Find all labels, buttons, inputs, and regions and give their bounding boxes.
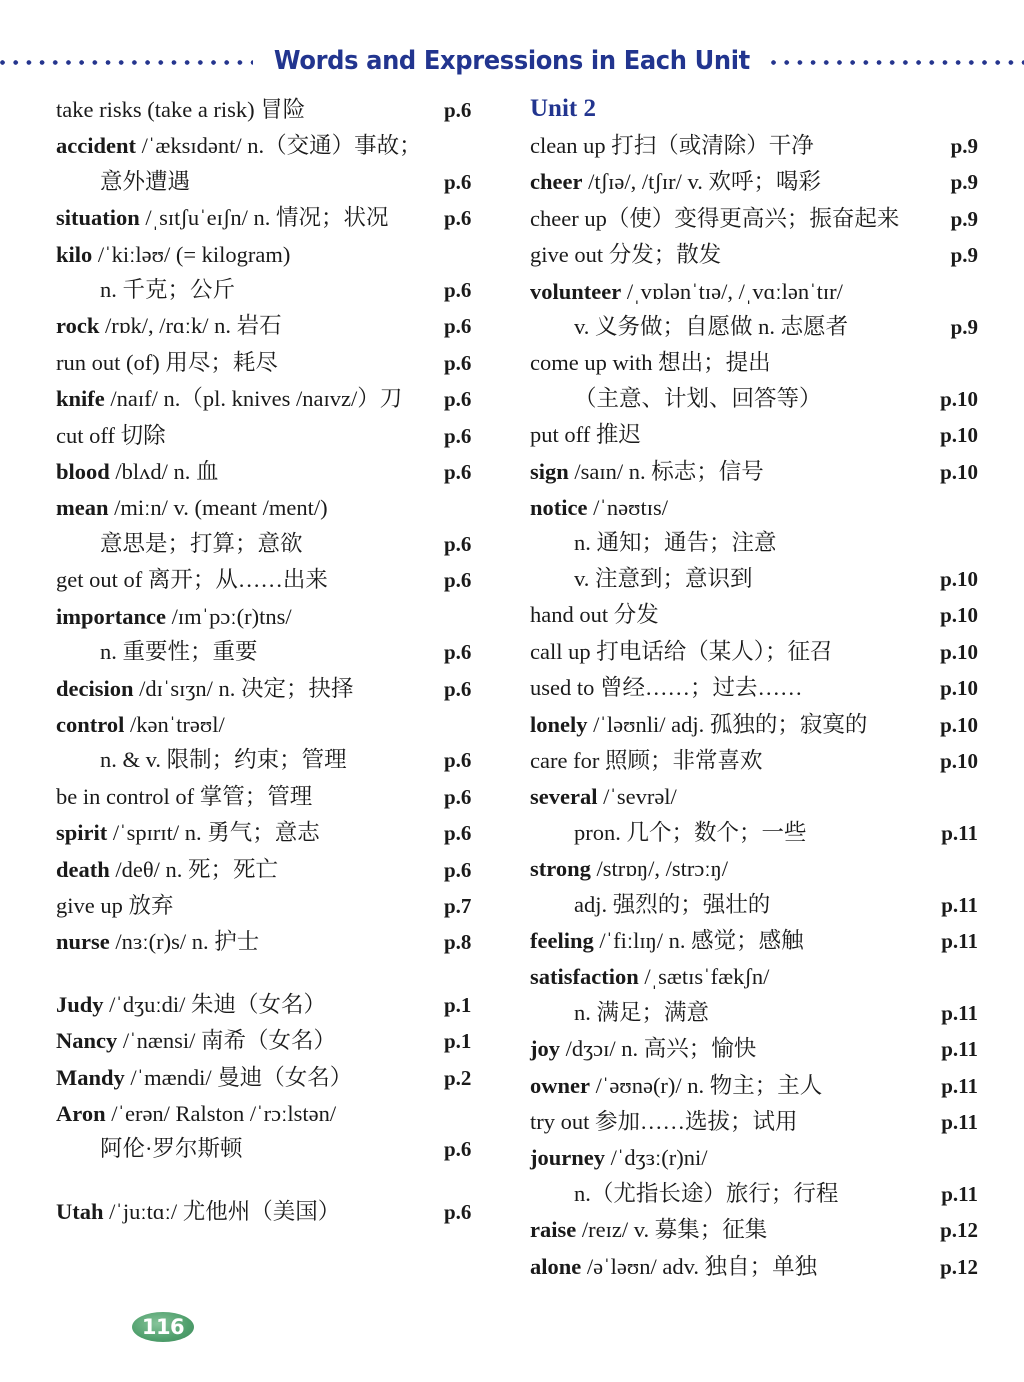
entry-text: strong /strɒŋ/, /strɔːŋ/ bbox=[530, 856, 728, 882]
entry-page-reference: p.6 bbox=[444, 748, 472, 773]
entry-page-reference: p.11 bbox=[941, 1037, 978, 1062]
entry-text: journey /ˈdʒɜː(r)ni/ bbox=[530, 1145, 708, 1171]
vocabulary-entry bbox=[530, 490, 978, 525]
entry-text: used to 曾经……；过去…… bbox=[530, 675, 803, 701]
vocabulary-entry bbox=[56, 92, 504, 128]
entry-text: volunteer /ˌvɒlənˈtɪə/, /ˌvɑːlənˈtɪr/ bbox=[530, 278, 843, 304]
vocabulary-entry bbox=[530, 381, 978, 417]
entry-page-reference: p.10 bbox=[940, 603, 978, 628]
vocabulary-entry bbox=[530, 1068, 978, 1104]
entry-page-reference: p.11 bbox=[941, 1000, 978, 1025]
vocabulary-entry bbox=[56, 308, 504, 344]
entry-page-reference: p.11 bbox=[941, 1181, 978, 1206]
headword: spirit bbox=[56, 820, 108, 846]
entry-text: rock /rɒk/, /rɑːk/ n. 岩石 bbox=[56, 313, 282, 339]
headword: alone bbox=[530, 1253, 582, 1279]
entry-page-reference: p.9 bbox=[950, 315, 978, 340]
headword: decision bbox=[56, 675, 134, 701]
entry-page-reference: p.12 bbox=[940, 1254, 978, 1279]
entry-text: v. 注意到；意识到 bbox=[574, 565, 753, 591]
vocabulary-entry bbox=[56, 128, 504, 163]
entry-text: owner /ˈəʊnə(r)/ n. 物主；主人 bbox=[530, 1072, 823, 1098]
vocabulary-entry bbox=[56, 526, 504, 562]
vocabulary-entry bbox=[56, 671, 504, 707]
entry-text: 阿伦·罗尔斯顿 bbox=[100, 1136, 243, 1162]
headword: lonely bbox=[530, 711, 588, 737]
page-number-badge bbox=[132, 1312, 194, 1342]
entry-page-reference: p.9 bbox=[950, 134, 978, 158]
headword: several bbox=[530, 784, 598, 810]
vocabulary-entry bbox=[56, 418, 504, 454]
header-dotted-rule-left bbox=[0, 60, 253, 65]
vocabulary-entry bbox=[56, 1023, 504, 1059]
entry-text: call up 打电话给（某人）；征召 bbox=[530, 638, 833, 664]
headword: Aron bbox=[56, 1100, 106, 1126]
entry-text: notice /ˈnəʊtɪs/ bbox=[530, 495, 668, 521]
entry-text: come up with 想出；提出 bbox=[530, 350, 771, 376]
entry-page-reference: p.11 bbox=[941, 1109, 978, 1134]
unit-heading: Unit 2 bbox=[530, 95, 596, 122]
entry-page-reference: p.10 bbox=[940, 386, 978, 411]
vocabulary-entry bbox=[530, 995, 978, 1031]
entry-text: decision /dɪˈsɪʒn/ n. 决定；抉择 bbox=[56, 675, 354, 701]
entry-text: several /ˈsevrəl/ bbox=[530, 784, 677, 810]
vocabulary-entry bbox=[530, 887, 978, 923]
vocabulary-entry bbox=[56, 779, 504, 815]
vocabulary-entry bbox=[530, 1176, 978, 1212]
entry-text: Aron /ˈerən/ Ralston /ˈrɔːlstən/ bbox=[56, 1100, 337, 1126]
headword: Nancy bbox=[56, 1028, 118, 1054]
headword: journey bbox=[530, 1145, 605, 1171]
entry-page-reference: p.8 bbox=[444, 930, 472, 955]
vocabulary-entry bbox=[530, 1140, 978, 1175]
vocabulary-entry bbox=[56, 852, 504, 888]
entry-page-reference: p.1 bbox=[444, 992, 472, 1017]
headword: nurse bbox=[56, 929, 110, 955]
headword: raise bbox=[530, 1217, 577, 1243]
entry-page-reference: p.2 bbox=[444, 1065, 472, 1090]
headword: strong bbox=[530, 856, 591, 882]
right-column bbox=[530, 92, 978, 1285]
headword: volunteer bbox=[530, 278, 622, 304]
headword: mean bbox=[56, 495, 109, 521]
vocabulary-entry bbox=[56, 1131, 504, 1167]
headword: owner bbox=[530, 1072, 590, 1098]
vocabulary-entry bbox=[530, 417, 978, 453]
page-header bbox=[0, 44, 1024, 78]
entry-text: satisfaction /ˌsætɪsˈfækʃn/ bbox=[530, 964, 770, 990]
entry-text: n. 重要性；重要 bbox=[100, 639, 258, 665]
entry-page-reference: p.9 bbox=[950, 206, 978, 231]
headword: situation bbox=[56, 205, 140, 231]
vocabulary-entry bbox=[56, 815, 504, 851]
entry-text: Mandy /ˈmændi/ 曼迪（女名） bbox=[56, 1064, 353, 1090]
entry-text: kilo /ˈkiːləʊ/ (= kilogram) bbox=[56, 241, 291, 267]
entry-text: Nancy /ˈnænsi/ 南希（女名） bbox=[56, 1028, 337, 1054]
entry-text: sign /saɪn/ n. 标志；信号 bbox=[530, 458, 764, 484]
headword: joy bbox=[530, 1036, 560, 1062]
entry-text: alone /əˈləʊn/ adv. 独自；单独 bbox=[530, 1253, 818, 1279]
entry-text: give up 放弃 bbox=[56, 892, 174, 918]
left-vocabulary-list bbox=[56, 92, 504, 961]
vocabulary-entry bbox=[56, 1194, 504, 1230]
vocabulary-entry bbox=[56, 200, 504, 236]
entry-text: n. 通知；通告；注意 bbox=[574, 530, 777, 556]
vocabulary-entry bbox=[530, 561, 978, 597]
entry-text: care for 照顾；非常喜欢 bbox=[530, 747, 763, 773]
entry-page-reference: p.11 bbox=[941, 928, 978, 953]
vocabulary-entry bbox=[56, 562, 504, 598]
entry-text: n. 千克；公斤 bbox=[100, 277, 236, 303]
page-title: Words and Expressions in Each Unit bbox=[274, 46, 750, 76]
entry-page-reference: p.6 bbox=[444, 169, 472, 194]
vocabulary-entry bbox=[530, 309, 978, 345]
vocabulary-entry bbox=[56, 490, 504, 525]
vocabulary-entry bbox=[530, 923, 978, 959]
entry-text: feeling /ˈfiːlɪŋ/ n. 感觉；感触 bbox=[530, 927, 804, 953]
entry-text: get out of 离开；从……出来 bbox=[56, 567, 328, 593]
entry-page-reference: p.6 bbox=[444, 387, 472, 412]
entry-page-reference: p.9 bbox=[950, 243, 978, 268]
entry-text: cheer /tʃɪə/, /tʃɪr/ v. 欢呼；喝彩 bbox=[530, 169, 821, 195]
headword: death bbox=[56, 856, 110, 882]
entry-text: nurse /nɜː(r)s/ n. 护士 bbox=[56, 929, 260, 955]
entry-page-reference: p.10 bbox=[940, 676, 978, 701]
left-proper-names-list bbox=[56, 987, 504, 1168]
left-list-gap-2 bbox=[56, 1168, 504, 1194]
entry-page-reference: p.11 bbox=[941, 892, 978, 917]
entry-text: n. 满足；满意 bbox=[574, 999, 710, 1025]
vocabulary-entry bbox=[56, 707, 504, 742]
headword: rock bbox=[56, 313, 100, 339]
header-dotted-rule-right bbox=[771, 60, 1024, 65]
vocabulary-entry bbox=[56, 1096, 504, 1131]
headword: accident bbox=[56, 133, 136, 159]
headword: sign bbox=[530, 458, 569, 484]
entry-page-reference: p.6 bbox=[444, 640, 472, 665]
entry-text: death /deθ/ n. 死；死亡 bbox=[56, 856, 279, 882]
headword: notice bbox=[530, 495, 588, 521]
vocabulary-entry bbox=[56, 237, 504, 272]
left-list-gap-1 bbox=[56, 961, 504, 987]
entry-page-reference: p.10 bbox=[940, 748, 978, 773]
headword: cheer bbox=[530, 169, 583, 195]
entry-page-reference: p.7 bbox=[444, 893, 472, 918]
entry-page-reference: p.6 bbox=[444, 98, 472, 122]
entry-text: put off 推迟 bbox=[530, 422, 641, 448]
entry-text: be in control of 掌管；管理 bbox=[56, 783, 313, 809]
entry-page-reference: p.1 bbox=[444, 1029, 472, 1054]
right-vocabulary-list bbox=[530, 128, 978, 1285]
vocabulary-entry bbox=[530, 345, 978, 380]
vocabulary-entry bbox=[56, 888, 504, 924]
entry-text: lonely /ˈləʊnli/ adj. 孤独的；寂寞的 bbox=[530, 711, 868, 737]
headword: kilo bbox=[56, 241, 93, 267]
entry-text: knife /naɪf/ n.（pl. knives /naɪvz/）刀 bbox=[56, 386, 403, 412]
entry-page-reference: p.11 bbox=[941, 820, 978, 845]
entry-text: pron. 几个；数个；一些 bbox=[574, 819, 807, 845]
entry-text: n. & v. 限制；约束；管理 bbox=[100, 747, 347, 773]
vocabulary-entry bbox=[530, 707, 978, 743]
entry-page-reference: p.6 bbox=[444, 857, 472, 882]
vocabulary-entry bbox=[56, 345, 504, 381]
entry-page-reference: p.6 bbox=[444, 314, 472, 339]
entry-text: cut off 切除 bbox=[56, 422, 166, 448]
headword: satisfaction bbox=[530, 964, 639, 990]
entry-page-reference: p.10 bbox=[940, 566, 978, 591]
entry-text: 意思是；打算；意欲 bbox=[100, 530, 303, 556]
vocabulary-entry bbox=[56, 742, 504, 778]
entry-page-reference: p.6 bbox=[444, 821, 472, 846]
entry-text: control /kənˈtrəʊl/ bbox=[56, 711, 225, 737]
vocabulary-entry bbox=[56, 381, 504, 417]
vocabulary-entry bbox=[530, 815, 978, 851]
entry-text: v. 义务做；自愿做 n. 志愿者 bbox=[574, 314, 849, 340]
page-number: 116 bbox=[141, 1315, 185, 1339]
entry-text: situation /ˌsɪtʃuˈeɪʃn/ n. 情况；状况 bbox=[56, 205, 389, 231]
entry-page-reference: p.6 bbox=[444, 350, 472, 375]
headword: Mandy bbox=[56, 1064, 125, 1090]
entry-text: try out 参加……选拔；试用 bbox=[530, 1108, 798, 1134]
vocabulary-entry bbox=[56, 454, 504, 490]
entry-text: n.（尤指长途）旅行；行程 bbox=[574, 1180, 839, 1206]
vocabulary-entry bbox=[530, 274, 978, 309]
entry-page-reference: p.6 bbox=[444, 1137, 472, 1162]
entry-page-reference: p.6 bbox=[444, 460, 472, 485]
headword: Utah bbox=[56, 1198, 104, 1224]
entry-text: spirit /ˈspɪrɪt/ n. 勇气；意志 bbox=[56, 820, 320, 846]
vocabulary-entry bbox=[56, 987, 504, 1023]
vocabulary-entry bbox=[56, 1060, 504, 1096]
vocabulary-entry bbox=[530, 164, 978, 200]
entry-text: give out 分发；散发 bbox=[530, 242, 722, 268]
vocabulary-entry bbox=[530, 1104, 978, 1140]
vocabulary-entry bbox=[56, 599, 504, 634]
entry-text: take risks (take a risk) 冒险 bbox=[56, 97, 306, 122]
vocabulary-entry bbox=[530, 670, 978, 706]
vocabulary-entry bbox=[56, 634, 504, 670]
entry-text: raise /reɪz/ v. 募集；征集 bbox=[530, 1217, 768, 1243]
entry-page-reference: p.10 bbox=[940, 459, 978, 484]
entry-text: clean up 打扫（或清除）干净 bbox=[530, 133, 814, 158]
vocabulary-entry bbox=[530, 634, 978, 670]
entry-page-reference: p.10 bbox=[940, 712, 978, 737]
entry-text: run out (of) 用尽；耗尽 bbox=[56, 349, 278, 375]
entry-text: hand out 分发 bbox=[530, 602, 659, 628]
vocabulary-entry bbox=[530, 743, 978, 779]
entry-page-reference: p.6 bbox=[444, 676, 472, 701]
vocabulary-entry bbox=[530, 454, 978, 490]
entry-page-reference: p.11 bbox=[941, 1073, 978, 1098]
headword: knife bbox=[56, 386, 105, 412]
vocabulary-entry bbox=[530, 1031, 978, 1067]
vocabulary-entry bbox=[530, 597, 978, 633]
vocabulary-entry bbox=[56, 164, 504, 200]
entry-text: joy /dʒɔɪ/ n. 高兴；愉快 bbox=[530, 1036, 757, 1062]
entry-text: blood /blʌd/ n. 血 bbox=[56, 459, 219, 485]
left-place-names-list bbox=[56, 1194, 504, 1230]
entry-page-reference: p.6 bbox=[444, 423, 472, 448]
headword: importance bbox=[56, 603, 166, 629]
vocabulary-entry bbox=[530, 851, 978, 886]
entry-text: mean /miːn/ v. (meant /ment/) bbox=[56, 495, 328, 521]
vocabulary-entry bbox=[56, 924, 504, 960]
vocabulary-entry bbox=[530, 525, 978, 560]
entry-page-reference: p.6 bbox=[444, 784, 472, 809]
entry-text: Utah /ˈjuːtɑː/ 尤他州（美国） bbox=[56, 1198, 341, 1224]
entry-page-reference: p.10 bbox=[940, 423, 978, 448]
entry-page-reference: p.6 bbox=[444, 531, 472, 556]
entry-page-reference: p.6 bbox=[444, 278, 472, 303]
entry-page-reference: p.10 bbox=[940, 639, 978, 664]
vocabulary-entry bbox=[530, 237, 978, 273]
vocabulary-entry bbox=[530, 1212, 978, 1248]
vocabulary-entry bbox=[530, 201, 978, 237]
entry-text: （主意、计划、回答等） bbox=[574, 385, 822, 411]
vocabulary-entry bbox=[530, 1249, 978, 1285]
entry-text: accident /ˈæksɪdənt/ n.（交通）事故； bbox=[56, 133, 422, 159]
entry-text: 意外遭遇 bbox=[100, 168, 191, 194]
headword: blood bbox=[56, 459, 110, 485]
entry-page-reference: p.9 bbox=[950, 170, 978, 195]
entry-page-reference: p.6 bbox=[444, 568, 472, 593]
headword: feeling bbox=[530, 927, 594, 953]
headword: Judy bbox=[56, 991, 104, 1017]
vocabulary-entry bbox=[56, 272, 504, 308]
headword: control bbox=[56, 711, 125, 737]
entry-page-reference: p.12 bbox=[940, 1218, 978, 1243]
entry-page-reference: p.6 bbox=[444, 206, 472, 231]
vocabulary-entry bbox=[530, 959, 978, 994]
entry-page-reference: p.6 bbox=[444, 1199, 472, 1224]
entry-text: importance /ɪmˈpɔː(r)tns/ bbox=[56, 603, 292, 629]
entry-text: cheer up（使）变得更高兴；振奋起来 bbox=[530, 205, 900, 231]
left-column bbox=[56, 92, 504, 1230]
entry-text: Judy /ˈdʒuːdi/ 朱迪（女名） bbox=[56, 991, 327, 1017]
vocabulary-entry bbox=[530, 128, 978, 164]
entry-text: adj. 强烈的；强壮的 bbox=[574, 891, 771, 917]
vocabulary-entry bbox=[530, 779, 978, 814]
